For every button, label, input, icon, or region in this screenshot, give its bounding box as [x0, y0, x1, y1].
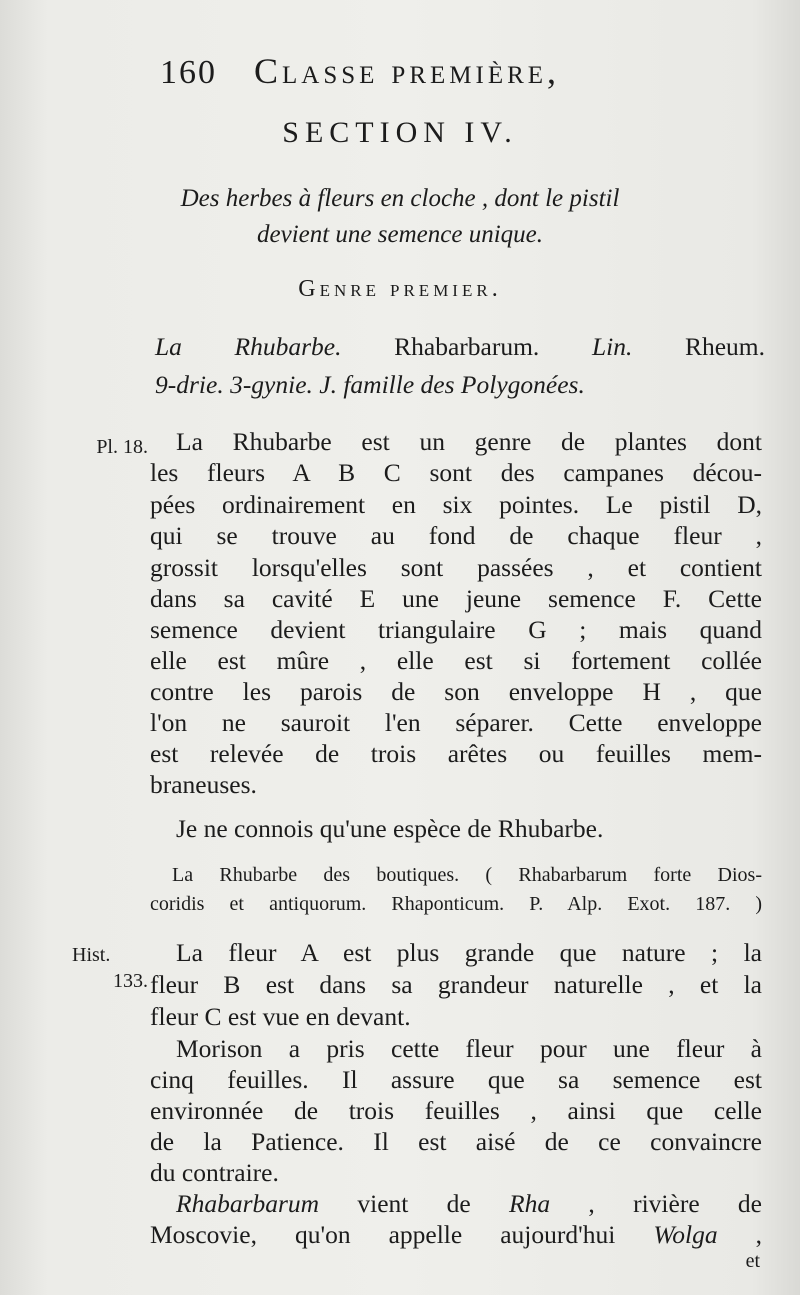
- paragraph-line: cinq feuilles. Il assure que sa semence est: [150, 1065, 762, 1094]
- paragraph-line: [150, 1220, 762, 1250]
- section-title: SECTION IV.: [282, 116, 518, 149]
- paragraph-line: La Rhubarbe est un genre de plantes dont: [176, 427, 762, 456]
- catchword: et: [745, 1250, 760, 1272]
- margin-note-hist-number: 133.: [113, 970, 148, 992]
- section-subtitle-line: devient une semence unique.: [257, 221, 543, 248]
- species-line: Je ne connois qu'une espèce de Rhubarbe.: [176, 814, 604, 843]
- genre-name-line: 9-drie. 3-gynie. J. famille des Polygonées.: [155, 370, 585, 399]
- page-number: 160: [160, 54, 217, 91]
- term-wolga: Wolga: [653, 1220, 718, 1249]
- paragraph-line: les fleurs A B C sont des campanes décou-: [150, 458, 762, 487]
- species-note-line: La Rhubarbe des boutiques. ( Rhabarbarum forte Dios-: [172, 864, 762, 886]
- term-rha: Rha: [509, 1189, 551, 1218]
- paragraph-line: La fleur A est plus grande que nature ; la: [176, 938, 762, 967]
- text-span: ,: [717, 1220, 762, 1249]
- genre-name-line: La Rhubarbe. Rhabarbarum. Lin. Rheum.: [155, 332, 766, 361]
- text-span: vient de: [319, 1189, 510, 1218]
- paragraph-line: [176, 1189, 762, 1219]
- paragraph-line: du contraire.: [150, 1158, 279, 1187]
- paragraph-line: elle est mûre , elle est si fortement collée: [150, 646, 762, 675]
- paragraph-line: de la Patience. Il est aisé de ce convaincre: [150, 1127, 762, 1156]
- paragraph-line: est relevée de trois arêtes ou feuilles mem-: [150, 739, 762, 768]
- paragraph-line: fleur B est dans sa grandeur naturelle , et la: [150, 970, 762, 999]
- paragraph-line: pées ordinairement en six pointes. Le pistil D,: [150, 490, 762, 519]
- margin-note-plate: Pl. 18.: [96, 436, 148, 458]
- paragraph-line: environnée de trois feuilles , ainsi que celle: [150, 1096, 762, 1125]
- paragraph-line: braneuses.: [150, 770, 257, 799]
- running-title: Classe première,: [254, 51, 561, 91]
- paragraph-line: dans sa cavité E une jeune semence F. Cette: [150, 584, 762, 613]
- term-rhabarbarum: Rhabarbarum: [176, 1189, 320, 1218]
- text-span: , rivière de: [550, 1189, 762, 1218]
- species-note-line: coridis et antiquorum. Rhaponticum. P. Alp. Exot. 187. ): [150, 893, 762, 915]
- paragraph-line: fleur C est vue en devant.: [150, 1002, 411, 1031]
- paragraph-line: contre les parois de son enveloppe H , que: [150, 677, 762, 706]
- paragraph-line: semence devient triangulaire G ; mais quand: [150, 615, 762, 644]
- text-span: Moscovie, qu'on appelle aujourd'hui: [150, 1220, 654, 1249]
- paragraph-line: grossit lorsqu'elles sont passées , et contient: [150, 553, 762, 582]
- running-head: [160, 50, 680, 92]
- margin-note-hist: Hist.: [72, 944, 111, 966]
- paragraph-line: qui se trouve au fond de chaque fleur ,: [150, 521, 762, 550]
- section-subtitle-line: Des herbes à fleurs en cloche , dont le pistil: [180, 185, 620, 212]
- paragraph-line: Morison a pris cette fleur pour une fleur à: [176, 1034, 762, 1063]
- paragraph-line: l'on ne sauroit l'en séparer. Cette enveloppe: [150, 708, 762, 737]
- genre-heading: Genre premier.: [298, 276, 502, 302]
